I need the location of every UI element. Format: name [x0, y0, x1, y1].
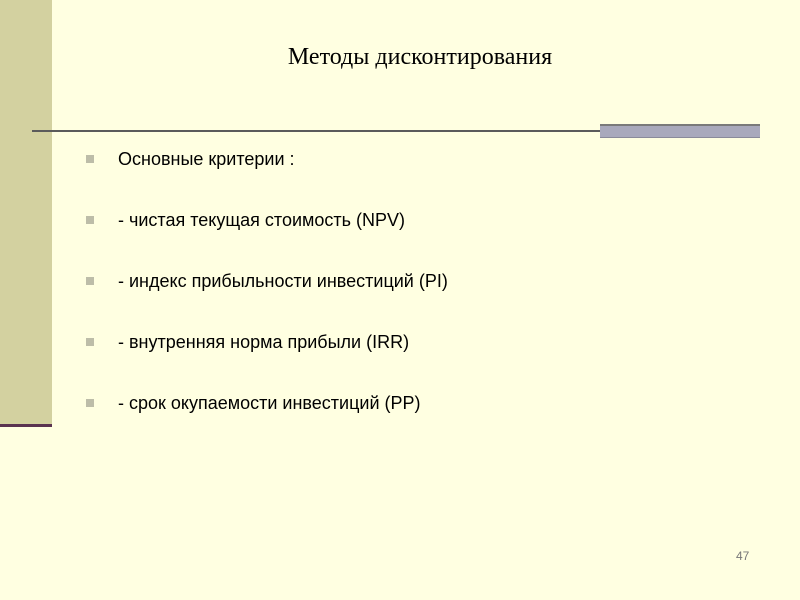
square-bullet-icon — [86, 216, 94, 224]
bullet-text: Основные критерии : — [118, 149, 295, 169]
bullet-item — [86, 267, 448, 328]
bullet-list — [86, 145, 448, 450]
page-number: 47 — [736, 549, 750, 563]
square-bullet-icon — [86, 399, 94, 407]
square-bullet-icon — [86, 338, 94, 346]
left-bar-accent-line — [0, 424, 52, 427]
square-bullet-icon — [86, 155, 94, 163]
bullet-item — [86, 206, 448, 267]
square-bullet-icon — [86, 277, 94, 285]
bullet-item — [86, 145, 448, 206]
bullet-text: - чистая текущая стоимость (NPV) — [118, 210, 406, 230]
bullet-item — [86, 389, 448, 450]
title-divider-line — [32, 130, 600, 132]
bullet-item — [86, 328, 448, 389]
bullet-text: - срок окупаемости инвестиций (PP) — [118, 393, 421, 413]
slide-title: Методы дисконтирования — [287, 44, 553, 70]
bullet-text: - внутренняя норма прибыли (IRR) — [118, 332, 410, 352]
title-divider-block — [600, 124, 760, 138]
bullet-text: - индекс прибыльности инвестиций (PI) — [118, 271, 448, 291]
